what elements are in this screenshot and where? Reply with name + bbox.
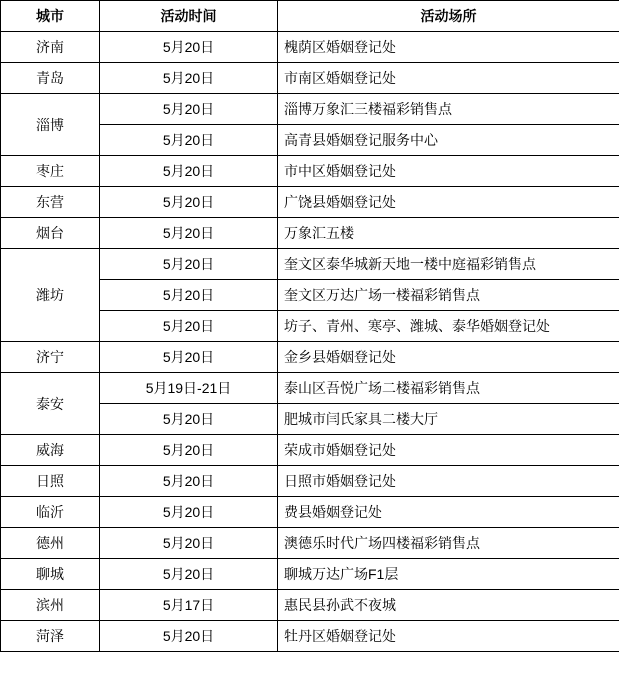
cell-time: 5月20日	[100, 342, 278, 373]
table-row	[1, 342, 619, 373]
table-row	[1, 94, 619, 125]
table-row	[1, 590, 619, 621]
table-header	[1, 1, 619, 32]
cell-city: 东营	[1, 187, 100, 218]
cell-venue: 肥城市闫氏家具二楼大厅	[278, 404, 619, 435]
cell-venue: 金乡县婚姻登记处	[278, 342, 619, 373]
cell-city: 潍坊	[1, 249, 100, 342]
cell-time: 5月20日	[100, 311, 278, 342]
table-row	[1, 497, 619, 528]
cell-city: 泰安	[1, 373, 100, 435]
cell-city: 烟台	[1, 218, 100, 249]
table-row	[1, 63, 619, 94]
column-header-venue: 活动场所	[278, 1, 619, 32]
table-row	[1, 32, 619, 63]
cell-city: 临沂	[1, 497, 100, 528]
cell-time: 5月20日	[100, 404, 278, 435]
cell-time: 5月20日	[100, 156, 278, 187]
cell-time: 5月20日	[100, 94, 278, 125]
cell-time: 5月20日	[100, 497, 278, 528]
cell-time: 5月20日	[100, 280, 278, 311]
column-header-city: 城市	[1, 1, 100, 32]
cell-time: 5月20日	[100, 32, 278, 63]
cell-time: 5月20日	[100, 435, 278, 466]
cell-venue: 槐荫区婚姻登记处	[278, 32, 619, 63]
cell-time: 5月19日-21日	[100, 373, 278, 404]
column-header-time: 活动时间	[100, 1, 278, 32]
cell-venue: 高青县婚姻登记服务中心	[278, 125, 619, 156]
cell-city: 济宁	[1, 342, 100, 373]
cell-city: 枣庄	[1, 156, 100, 187]
cell-time: 5月20日	[100, 249, 278, 280]
cell-venue: 惠民县孙武不夜城	[278, 590, 619, 621]
table-header-row	[1, 1, 619, 32]
cell-city: 菏泽	[1, 621, 100, 652]
cell-city: 青岛	[1, 63, 100, 94]
table-row	[1, 466, 619, 497]
cell-time: 5月20日	[100, 559, 278, 590]
cell-city: 德州	[1, 528, 100, 559]
table-row	[1, 187, 619, 218]
cell-venue: 奎文区万达广场一楼福彩销售点	[278, 280, 619, 311]
cell-city: 威海	[1, 435, 100, 466]
cell-time: 5月20日	[100, 63, 278, 94]
cell-venue: 广饶县婚姻登记处	[278, 187, 619, 218]
table-row	[1, 559, 619, 590]
table-row	[1, 249, 619, 280]
cell-time: 5月20日	[100, 187, 278, 218]
cell-venue: 荣成市婚姻登记处	[278, 435, 619, 466]
cell-venue: 费县婚姻登记处	[278, 497, 619, 528]
cell-venue: 市中区婚姻登记处	[278, 156, 619, 187]
cell-venue: 淄博万象汇三楼福彩销售点	[278, 94, 619, 125]
cell-city: 淄博	[1, 94, 100, 156]
table-row	[1, 373, 619, 404]
table-row	[1, 156, 619, 187]
cell-city: 日照	[1, 466, 100, 497]
cell-venue: 市南区婚姻登记处	[278, 63, 619, 94]
cell-city: 聊城	[1, 559, 100, 590]
cell-venue: 奎文区泰华城新天地一楼中庭福彩销售点	[278, 249, 619, 280]
cell-venue: 澳德乐时代广场四楼福彩销售点	[278, 528, 619, 559]
cell-time: 5月20日	[100, 528, 278, 559]
cell-venue: 日照市婚姻登记处	[278, 466, 619, 497]
cell-time: 5月17日	[100, 590, 278, 621]
cell-venue: 坊子、青州、寒亭、潍城、泰华婚姻登记处	[278, 311, 619, 342]
cell-venue: 牡丹区婚姻登记处	[278, 621, 619, 652]
table-row	[1, 435, 619, 466]
table-row	[1, 528, 619, 559]
table-row	[1, 621, 619, 652]
table-body	[1, 32, 619, 652]
cell-time: 5月20日	[100, 218, 278, 249]
table-row	[1, 218, 619, 249]
cell-venue: 泰山区吾悦广场二楼福彩销售点	[278, 373, 619, 404]
cell-time: 5月20日	[100, 621, 278, 652]
cell-venue: 万象汇五楼	[278, 218, 619, 249]
cell-venue: 聊城万达广场F1层	[278, 559, 619, 590]
cell-time: 5月20日	[100, 125, 278, 156]
cell-time: 5月20日	[100, 466, 278, 497]
cell-city: 济南	[1, 32, 100, 63]
cell-city: 滨州	[1, 590, 100, 621]
